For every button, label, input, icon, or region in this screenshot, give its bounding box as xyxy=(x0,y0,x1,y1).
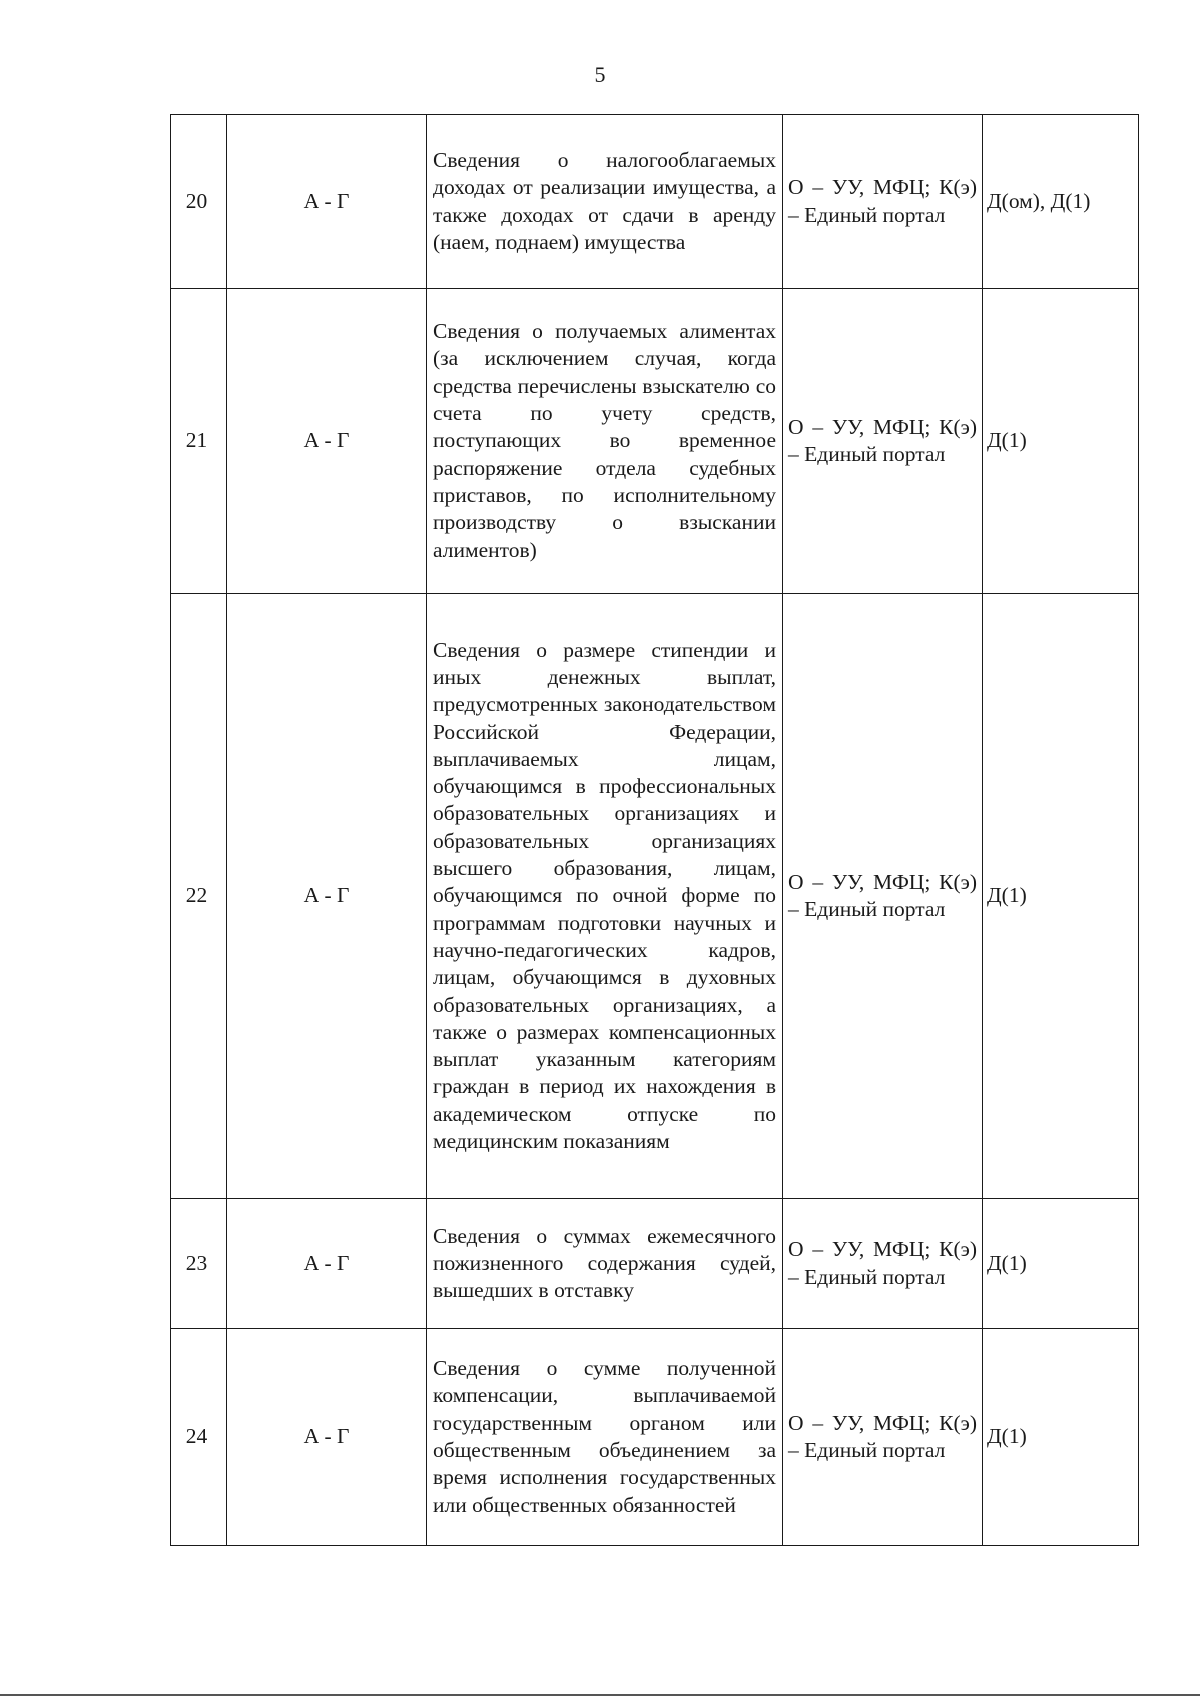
row-source: О – УУ, МФЦ; К(э) – Единый портал xyxy=(783,115,983,289)
page-number: 5 xyxy=(594,62,606,87)
table-row xyxy=(171,1199,1139,1329)
table-row xyxy=(171,115,1139,289)
row-source: О – УУ, МФЦ; К(э) – Единый портал xyxy=(783,594,983,1199)
row-number: 24 xyxy=(171,1329,227,1546)
row-description: Сведения о получаемых алиментах (за исключением случая, когда средства перечислены взыскателю со счета по учету средств, поступающих во временное распоряжение отдела судебных приставов, по исполнительному производству о взыскании алиментов) xyxy=(427,289,783,594)
row-number: 21 xyxy=(171,289,227,594)
row-category: А - Г xyxy=(227,1199,427,1329)
row-description: Сведения о размере стипендии и иных денежных выплат, предусмотренных законодательством Российской Федерации, выплачиваемых лицам, обучающимся в профессиональных образовательных организациях и образовательных организациях высшего образования, лицам, обучающимся по очной форме по программам подготовки научных и научно-педагогических кадров, лицам, обучающимся в духовных образовательных организациях, а также о размерах компенсационных выплат указанным категориям граждан в период их нахождения в академическом отпуске по медицинским показаниям xyxy=(427,594,783,1199)
row-number: 23 xyxy=(171,1199,227,1329)
table-row xyxy=(171,594,1139,1199)
scan-edge-line xyxy=(0,1694,1200,1696)
row-description: Сведения о сумме полученной компенсации, выплачиваемой государственным органом или общественным объединением за время исполнения государственных или общественных обязанностей xyxy=(427,1329,783,1546)
row-docs: Д(1) xyxy=(983,1199,1139,1329)
row-source: О – УУ, МФЦ; К(э) – Единый портал xyxy=(783,1199,983,1329)
row-description: Сведения о налогооблагаемых доходах от реализации имущества, а также доходах от сдачи в аренду (наем, поднаем) имущества xyxy=(427,115,783,289)
row-source: О – УУ, МФЦ; К(э) – Единый портал xyxy=(783,289,983,594)
row-docs: Д(ом), Д(1) xyxy=(983,115,1139,289)
row-docs: Д(1) xyxy=(983,289,1139,594)
row-category: А - Г xyxy=(227,115,427,289)
row-docs: Д(1) xyxy=(983,594,1139,1199)
table-row xyxy=(171,1329,1139,1546)
table-row xyxy=(171,289,1139,594)
row-category: А - Г xyxy=(227,289,427,594)
document-table xyxy=(170,114,1139,1546)
row-docs: Д(1) xyxy=(983,1329,1139,1546)
row-category: А - Г xyxy=(227,594,427,1199)
row-number: 22 xyxy=(171,594,227,1199)
row-category: А - Г xyxy=(227,1329,427,1546)
row-source: О – УУ, МФЦ; К(э) – Единый портал xyxy=(783,1329,983,1546)
row-number: 20 xyxy=(171,115,227,289)
row-description: Сведения о суммах ежемесячного пожизненного содержания судей, вышедших в отставку xyxy=(427,1199,783,1329)
